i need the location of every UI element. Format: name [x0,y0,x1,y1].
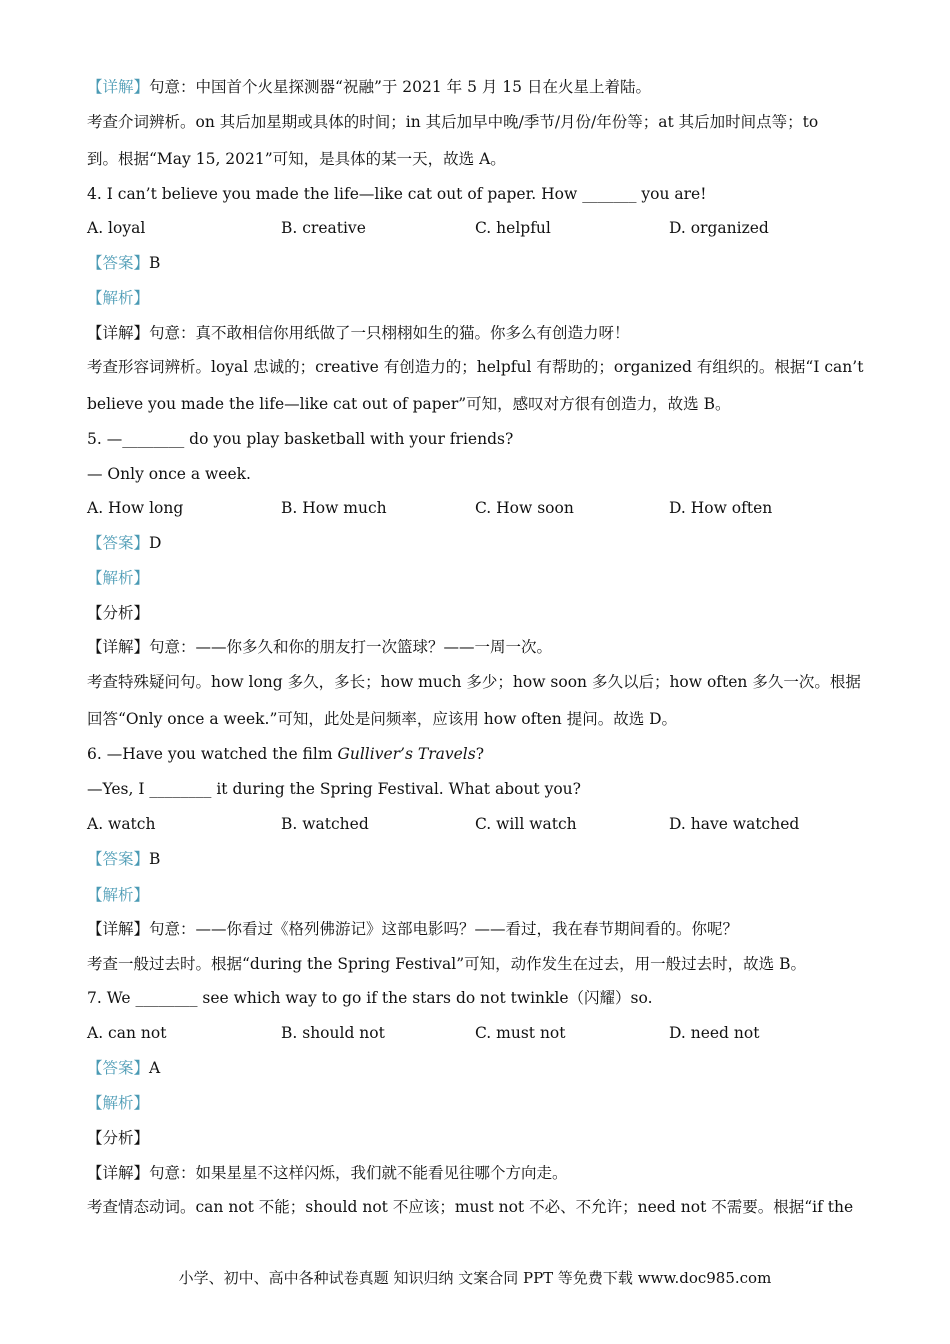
option-b: B. should not [281,1024,385,1042]
page-footer: 小学、初中、高中各种试卷真题 知识归纳 文案合同 PPT 等免费下载 www.doc985.com [178,1269,772,1287]
film-title: Gulliver’s Travels [337,745,476,763]
fenxi-line [87,603,870,623]
question-6 [87,744,870,764]
option-d: D. How often [669,499,773,517]
line-text: 考查情态动词。can not 不能；should not 不应该；must not 不必、不允许；need not 不需要。根据“if the [87,1198,854,1216]
option-c: C. helpful [475,219,551,237]
answer-line [87,849,870,869]
question-prefix: 6. —Have you watched the film [87,745,338,763]
option-c: C. How soon [475,499,574,517]
question-5 [87,429,870,449]
detail-text: 句意：真不敢相信你用纸做了一只栩栩如生的猫。你多么有创造力呀！ [149,324,630,342]
option-a: A. can not [87,1024,167,1042]
question-text: 4. I can’t believe you made the life—like cat out of paper. How _______ you are! [87,185,707,203]
answer-value: B [149,254,161,272]
line-text: 考查形容词辨析。loyal 忠诚的；creative 有创造力的；helpful 有帮助的；organized 有组织的。根据“I can’t [87,358,864,376]
answer-line [87,533,870,553]
question-7 [87,988,870,1008]
detail-line [87,77,870,97]
analysis-tag: 【解析】 [87,289,150,307]
answer-tag: 【答案】 [87,1059,150,1077]
answer-line [87,253,870,273]
analysis-tag: 【解析】 [87,1094,150,1112]
question-text: 7. We ________ see which way to go if the stars do not twinkle（闪耀）so. [87,989,653,1007]
analysis-line [87,885,870,905]
text-line [87,112,870,132]
analysis-tag: 【解析】 [87,569,150,587]
detail-tag: 【详解】 [87,78,150,96]
detail-tag: 【详解】 [87,324,150,342]
option-c: C. will watch [475,815,577,833]
option-b: B. How much [281,499,387,517]
line-text: 到。根据“May 15, 2021”可知，是具体的某一天，故选 A。 [87,150,506,168]
detail-text: 句意：中国首个火星探测器“祝融”于 2021 年 5 月 15 日在火星上着陆。 [149,78,651,96]
text-line [87,709,870,729]
question-4 [87,184,870,204]
option-a: A. How long [87,499,184,517]
option-d: D. have watched [669,815,800,833]
line-text: 考查特殊疑问句。how long 多久，多长；how much 多少；how soon 多久以后；how often 多久一次。根据 [87,673,861,691]
fenxi-tag: 【分析】 [87,604,150,622]
line-text: 考查介词辨析。on 其后加星期或具体的时间；in 其后加早中晚/季节/月份/年份等；at 其后加时间点等；to [87,113,819,131]
answer-value: B [149,850,161,868]
detail-text: 句意：——你看过《格列佛游记》这部电影吗？——看过，我在春节期间看的。你呢？ [149,920,739,938]
text-line [87,394,870,414]
line-text: believe you made the life—like cat out of paper”可知，感叹对方很有创造力，故选 B。 [87,395,731,413]
text-line [87,672,870,692]
line-text: 回答“Only once a week.”可知，此处是问频率，应该用 how often 提问。故选 D。 [87,710,678,728]
answer-line [87,1058,870,1078]
option-d: D. organized [669,219,769,237]
detail-tag: 【详解】 [87,920,150,938]
detail-text: 句意：如果星星不这样闪烁，我们就不能看见往哪个方向走。 [149,1164,568,1182]
detail-tag: 【详解】 [87,638,150,656]
option-d: D. need not [669,1024,760,1042]
analysis-line [87,1093,870,1113]
detail-tag: 【详解】 [87,1164,150,1182]
detail-line [87,1163,870,1183]
answer-tag: 【答案】 [87,850,150,868]
option-a: A. loyal [87,219,146,237]
question-text: 5. —________ do you play basketball with your friends? [87,430,514,448]
question-suffix: ? [475,745,485,763]
question-response [87,464,870,484]
response-text: — Only once a week. [87,465,251,483]
answer-tag: 【答案】 [87,254,150,272]
option-c: C. must not [475,1024,566,1042]
detail-line [87,919,870,939]
text-line [87,1197,870,1217]
response-text: —Yes, I ________ it during the Spring Festival. What about you? [87,780,581,798]
option-a: A. watch [87,815,156,833]
option-b: B. watched [281,815,369,833]
text-line [87,954,870,974]
detail-text: 句意：——你多久和你的朋友打一次篮球？——一周一次。 [149,638,553,656]
text-line [87,149,870,169]
text-line [87,357,870,377]
answer-value: D [149,534,162,552]
answer-tag: 【答案】 [87,534,150,552]
question-response [87,779,870,799]
option-b: B. creative [281,219,366,237]
line-text: 考查一般过去时。根据“during the Spring Festival”可知，动作发生在过去，用一般过去时，故选 B。 [87,955,806,973]
fenxi-tag: 【分析】 [87,1129,150,1147]
analysis-line [87,568,870,588]
detail-line [87,637,870,657]
fenxi-line [87,1128,870,1148]
analysis-tag: 【解析】 [87,886,150,904]
answer-value: A [149,1059,161,1077]
detail-line [87,323,870,343]
analysis-line [87,288,870,308]
